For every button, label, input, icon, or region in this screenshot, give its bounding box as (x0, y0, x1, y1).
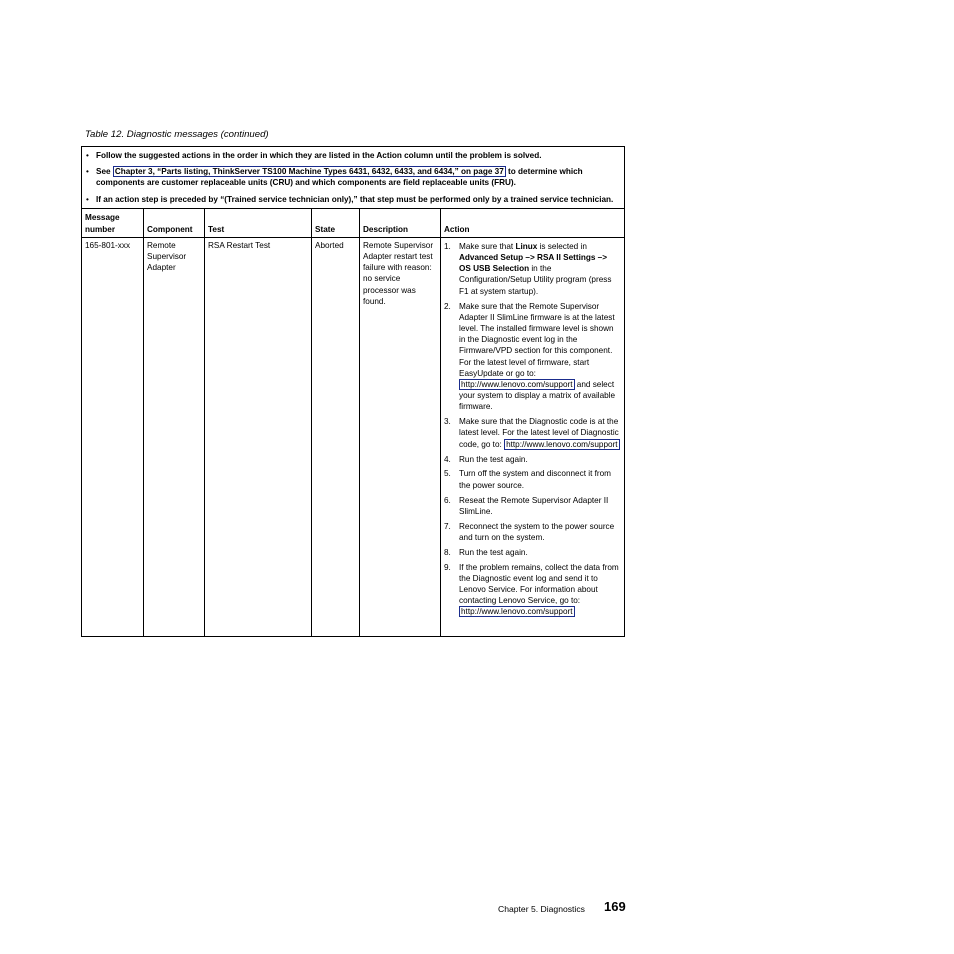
bullet-icon: • (86, 151, 89, 160)
step-number: 9. (444, 562, 451, 572)
header-label: Description (363, 224, 409, 234)
header-row (82, 208, 625, 237)
header-label: Test (208, 224, 225, 234)
footer-chapter: Chapter 5. Diagnostics (498, 904, 585, 914)
step-number: 3. (444, 417, 451, 427)
lenovo-support-link[interactable]: http://www.lenovo.com/support (461, 607, 573, 617)
header-action (441, 208, 625, 237)
cell-message-number: 165-801-xxx (82, 237, 144, 636)
step-text: Make sure that (459, 241, 516, 251)
bullet-icon: • (86, 194, 89, 204)
action-step (444, 547, 621, 558)
header-label: Component (147, 224, 193, 234)
note-text: Follow the suggested actions in the order in which they are listed in the Action column until the problem is solved. (96, 151, 542, 160)
page-number: 169 (604, 899, 626, 914)
step-text: in the Configuration/Setup Utility program (press F1 at system startup). (459, 264, 612, 296)
step-number: 8. (444, 547, 451, 557)
lenovo-support-link[interactable]: http://www.lenovo.com/support (461, 379, 573, 389)
cell-test: RSA Restart Test (205, 237, 312, 636)
step-text: Turn off the system and disconnect it from the power source. (459, 469, 611, 490)
cell-component: Remote Supervisor Adapter (144, 237, 205, 636)
action-step (444, 454, 621, 465)
step-number: 7. (444, 521, 451, 531)
step-text: Reconnect the system to the power source and turn on the system. (459, 521, 615, 542)
diagnostic-messages-table (81, 146, 625, 637)
action-step (444, 468, 621, 490)
cell-state: Aborted (312, 237, 360, 636)
step-text: Reseat the Remote Supervisor Adapter II SlimLine. (459, 495, 609, 516)
bullet-icon: • (86, 167, 89, 177)
step-number: 6. (444, 495, 451, 505)
step-text: and select your system to display a matrix of available firmware. (459, 379, 616, 412)
action-step (444, 241, 621, 297)
step-number: 5. (444, 469, 451, 479)
note-item (85, 150, 618, 161)
step-text: Run the test again. (459, 547, 528, 557)
header-label: Action (444, 224, 470, 234)
lenovo-support-link[interactable]: http://www.lenovo.com/support (506, 439, 618, 449)
table-caption: Table 12. Diagnostic messages (continued) (85, 129, 269, 140)
step-text-bold: Linux (515, 241, 538, 251)
step-text: Make sure that the Remote Supervisor Adapter II SlimLine firmware is at the latest level. The installed firmware level is shown in the Diagnostic event log in the Firmware/VPD section for this component. For the latest level of firmware, start EasyUpdate or go to: (459, 301, 615, 378)
note-text: to determine which components are customer replaceable units (CRU) and which components are field replaceable units (FRU). (96, 167, 583, 188)
step-number: 1. (444, 241, 451, 251)
header-test (205, 208, 312, 237)
step-text-bold: Advanced Setup –> RSA II Settings –> OS USB Selection (459, 253, 608, 274)
notes-row (82, 147, 625, 209)
table-row (82, 237, 625, 636)
header-label: Message (85, 213, 120, 223)
action-step (444, 301, 621, 413)
step-number: 2. (444, 301, 451, 311)
cell-description: Remote Supervisor Adapter restart test failure with reason: no service processor was found. (360, 237, 441, 636)
header-message-number (82, 208, 144, 237)
note-item (85, 166, 618, 188)
cell-action (441, 237, 625, 636)
note-text: If an action step is preceded by “(Trained service technician only),” that step must be performed only by a trained service technician. (96, 194, 614, 204)
header-state (312, 208, 360, 237)
step-text: Run the test again. (459, 454, 528, 464)
action-step (444, 562, 621, 618)
step-text: If the problem remains, collect the data from the Diagnostic event log and send it to Lenovo Service. For information about contacting Lenovo Service, go to: (459, 562, 619, 606)
header-description (360, 208, 441, 237)
note-text: See (96, 167, 113, 177)
header-label: State (315, 224, 336, 234)
action-step (444, 521, 621, 543)
header-label: number (85, 224, 116, 234)
step-number: 4. (444, 454, 451, 464)
action-step (444, 416, 621, 450)
notes-cell (82, 147, 625, 209)
step-text: Make sure that the Diagnostic code is at the latest level. For the latest level of Diagnostic code, go to: (459, 417, 619, 449)
step-text: is selected in (537, 241, 587, 251)
chapter-3-link[interactable]: Chapter 3, “Parts listing, ThinkServer TS100 Machine Types 6431, 6432, 6433, and 6434,” on page 37 (114, 167, 504, 177)
header-component (144, 208, 205, 237)
action-step (444, 495, 621, 517)
action-steps-list (444, 241, 621, 618)
note-item (85, 194, 618, 205)
